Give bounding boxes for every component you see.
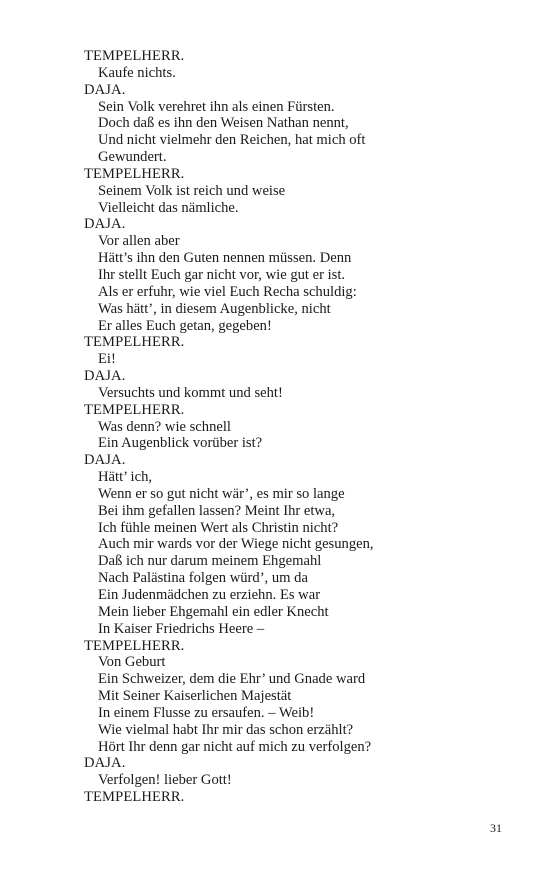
- verse-line: Auch mir wards vor der Wiege nicht gesungen,: [98, 536, 374, 553]
- verse-line: Als er erfuhr, wie viel Euch Recha schuldig:: [98, 283, 357, 300]
- dialogue-text: [84, 48, 504, 806]
- verse-line: Mit Seiner Kaiserlichen Majestät: [98, 688, 292, 705]
- verse-line: Seinem Volk ist reich und weise: [98, 182, 286, 199]
- verse-line: Er alles Euch getan, gegeben!: [98, 317, 272, 334]
- verse-line: Sein Volk verehret ihn als einen Fürsten.: [98, 98, 335, 115]
- speaker-label: TEMPELHERR.: [84, 401, 185, 418]
- speaker-label: TEMPELHERR.: [84, 334, 185, 351]
- verse-line: Versuchts und kommt und seht!: [98, 384, 283, 401]
- verse-line: Doch daß es ihn den Weisen Nathan nennt,: [98, 115, 349, 132]
- verse-line: Ein Schweizer, dem die Ehr’ und Gnade ward: [98, 671, 366, 688]
- verse-line: Und nicht vielmehr den Reichen, hat mich oft: [98, 132, 366, 149]
- verse-line: Ei!: [98, 351, 116, 368]
- speaker-label: TEMPELHERR.: [84, 637, 185, 654]
- verse-line: In einem Flusse zu ersaufen. – Weib!: [98, 704, 315, 721]
- verse-line: Hört Ihr denn gar nicht auf mich zu verfolgen?: [98, 738, 372, 755]
- speaker-label: DAJA.: [84, 755, 126, 772]
- verse-line: Ein Augenblick vorüber ist?: [98, 435, 263, 452]
- verse-line: Bei ihm gefallen lassen? Meint Ihr etwa,: [98, 502, 336, 519]
- verse-line: Hätt’s ihn den Guten nennen müssen. Denn: [98, 250, 352, 267]
- speaker-label: DAJA.: [84, 216, 126, 233]
- verse-line: Ihr stellt Euch gar nicht vor, wie gut er ist.: [98, 266, 346, 283]
- verse-line: Vielleicht das nämliche.: [98, 199, 239, 216]
- speaker-label: TEMPELHERR.: [84, 789, 185, 806]
- speaker-label: DAJA.: [84, 368, 126, 385]
- verse-line: Nach Palästina folgen würd’, um da: [98, 570, 308, 587]
- speaker-label: DAJA.: [84, 81, 126, 98]
- verse-line: Von Geburt: [98, 654, 166, 671]
- verse-line: Gewundert.: [98, 149, 167, 166]
- speaker-label: DAJA.: [84, 452, 126, 469]
- verse-line: Mein lieber Ehgemahl ein edler Knecht: [98, 603, 329, 620]
- verse-line: Ein Judenmädchen zu erziehn. Es war: [98, 587, 321, 603]
- verse-line: Kaufe nichts.: [98, 64, 176, 81]
- verse-line: In Kaiser Friedrichs Heere –: [98, 620, 265, 637]
- verse-line: Verfolgen! lieber Gott!: [98, 772, 232, 789]
- verse-line: Ich fühle meinen Wert als Christin nicht?: [98, 519, 339, 536]
- verse-line: Daß ich nur darum meinem Ehgemahl: [98, 553, 322, 570]
- verse-line: Wie vielmal habt Ihr mir das schon erzählt?: [98, 721, 354, 738]
- verse-line: Was hätt’, in diesem Augenblicke, nicht: [98, 300, 331, 317]
- verse-line: Wenn er so gut nicht wär’, es mir so lange: [98, 485, 345, 502]
- page-number: 31: [490, 821, 502, 835]
- speaker-label: TEMPELHERR.: [84, 165, 185, 182]
- verse-line: Hätt’ ich,: [98, 469, 153, 486]
- speaker-label: TEMPELHERR.: [84, 48, 185, 64]
- verse-line: Vor allen aber: [98, 233, 180, 250]
- verse-line: Was denn? wie schnell: [98, 418, 231, 435]
